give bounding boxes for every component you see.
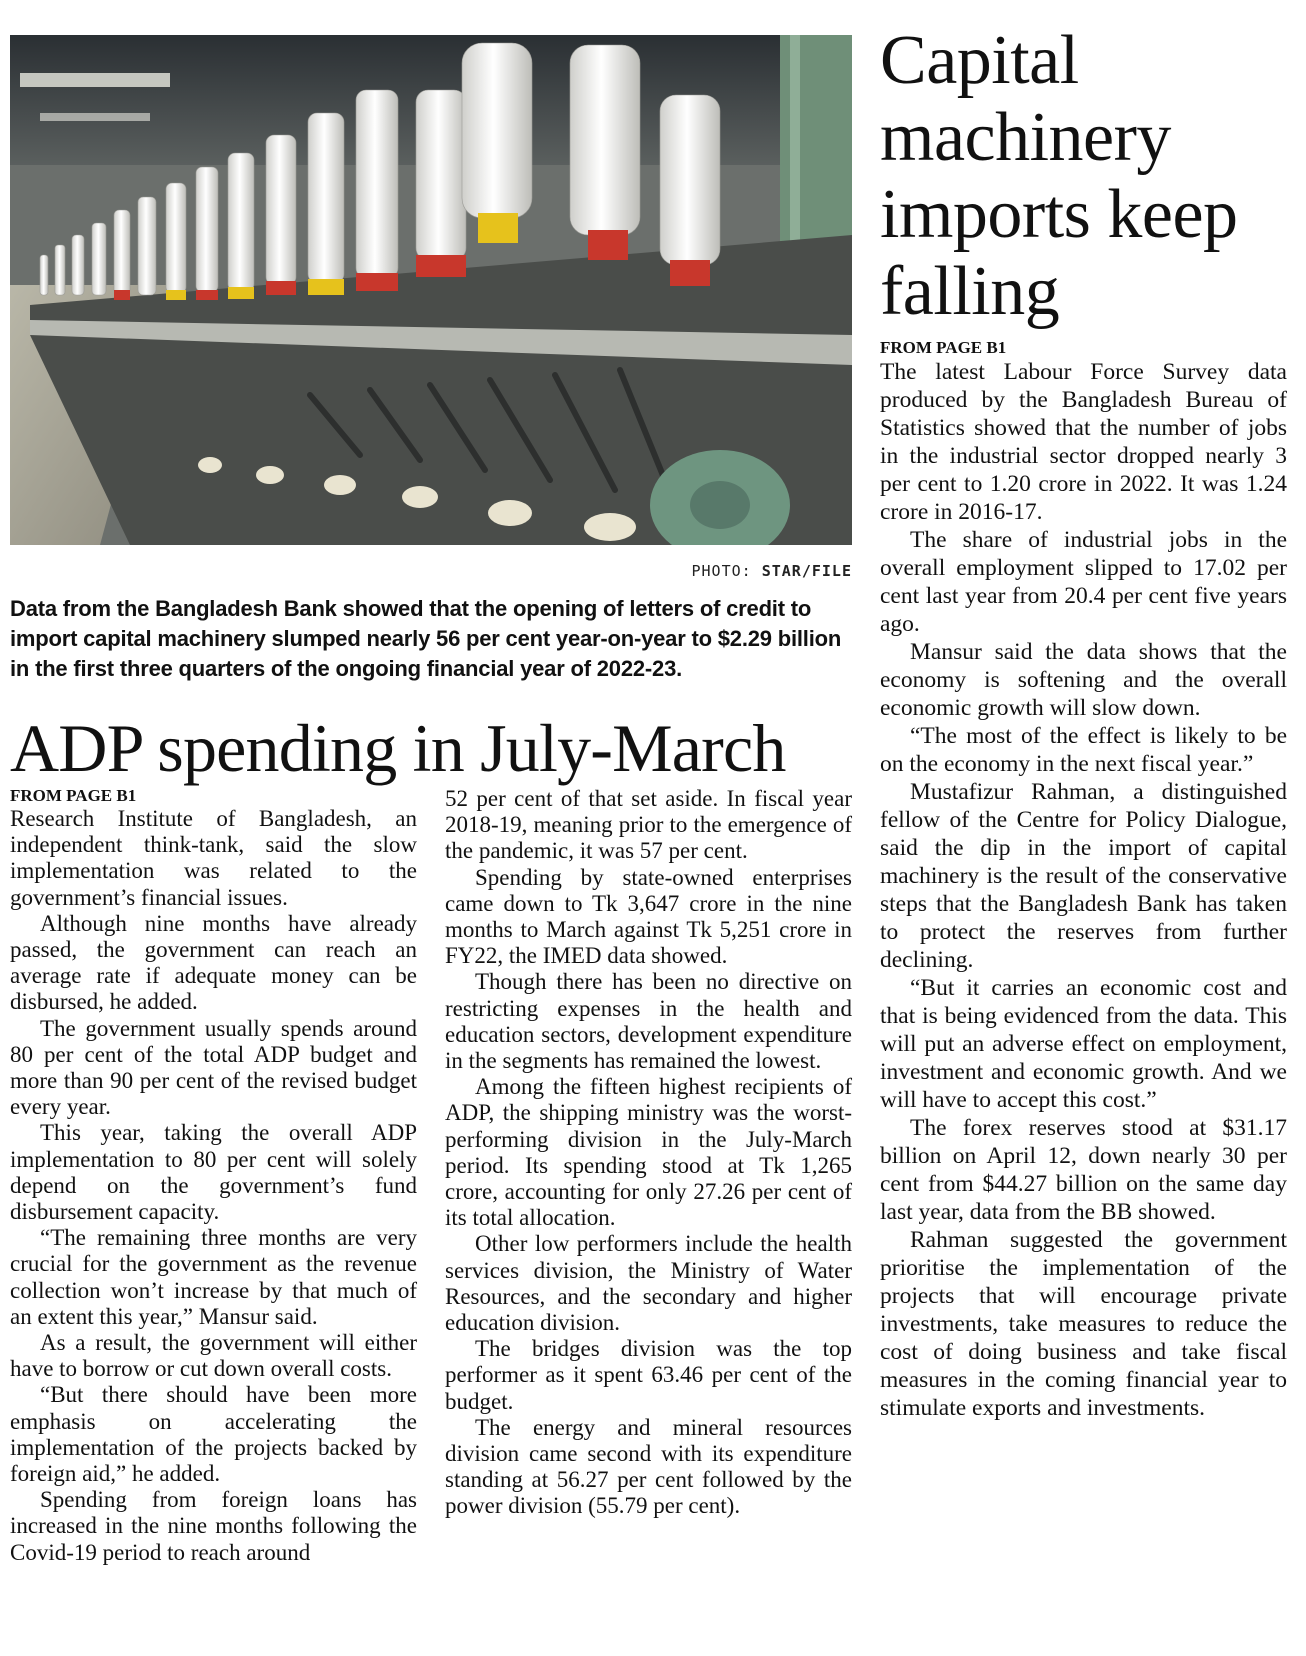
- photo-credit-prefix: PHOTO:: [691, 562, 762, 580]
- spinning-mill-photo: [10, 35, 852, 545]
- adp-paragraph: Although nine months have already passed, the government can reach an average rate if adequate money can be disbursed, he added.: [10, 910, 417, 1015]
- capital-paragraph: The share of industrial jobs in the overall employment slipped to 17.02 per cent last year from 20.4 per cent five years ago.: [880, 527, 1287, 637]
- adp-paragraph: “The remaining three months are very crucial for the government as the revenue collection won’t increase by that much of an extent this year,” Mansur said.: [10, 1225, 417, 1329]
- capital-jump-line: FROM PAGE B1: [880, 338, 1007, 357]
- adp-paragraph: Spending by state-owned enterprises came down to Tk 3,647 crore in the nine months to March against Tk 5,251 crore in FY22, the IMED data showed.: [445, 864, 852, 969]
- capital-paragraph: The forex reserves stood at $31.17 billion on April 12, down nearly 30 per cent from $44.27 billion on the same day last year, data from the BB showed.: [880, 1115, 1287, 1225]
- adp-paragraph: Though there has been no directive on restricting expenses in the health and education sectors, development expenditure in the segments has remained the lowest.: [445, 969, 852, 1074]
- photo-credit-source: STAR/FILE: [761, 562, 852, 580]
- capital-paragraph: Mustafizur Rahman, a distinguished fellow of the Centre for Policy Dialogue, said the dip in the import of capital machinery is the result of the conservative steps that the Bangladesh Bank has taken to protect the reserves from further declining.: [880, 779, 1287, 973]
- capital-machinery-headline: Capital machinery imports keep falling: [880, 22, 1238, 330]
- capital-paragraph: “The most of the effect is likely to be on the economy in the next fiscal year.”: [880, 723, 1287, 777]
- adp-paragraph: The government usually spends around 80 per cent of the total ADP budget and more than 90 per cent of the revised budget every year.: [10, 1015, 417, 1120]
- adp-story-column-1: [10, 786, 417, 1566]
- adp-headline: ADP spending in July-March: [10, 710, 786, 786]
- adp-paragraph: The bridges division was the top performer as it spent 63.46 per cent of the budget.: [445, 1336, 852, 1414]
- adp-paragraph: As a result, the government will either have to borrow or cut down overall costs.: [10, 1330, 417, 1382]
- adp-story-column-2: [445, 786, 852, 1520]
- adp-paragraph: “But there should have been more emphasis on accelerating the implementation of the projects backed by foreign aid,” he added.: [10, 1382, 417, 1487]
- adp-paragraph: Research Institute of Bangladesh, an independent think-tank, said the slow implementation was related to the government’s financial issues.: [10, 806, 417, 910]
- adp-paragraph: This year, taking the overall ADP implementation to 80 per cent will solely depend on the government’s fund disbursement capacity.: [10, 1120, 417, 1225]
- photo-credit: [10, 562, 852, 580]
- adp-paragraph: Spending from foreign loans has increased in the nine months following the Covid-19 period to reach around: [10, 1487, 417, 1565]
- adp-paragraph: 52 per cent of that set aside. In fiscal year 2018-19, meaning prior to the emergence of the pandemic, it was 57 per cent.: [445, 786, 852, 864]
- capital-paragraph: “But it carries an economic cost and that is being evidenced from the data. This will put an adverse effect on employment, investment and economic growth. And we will have to accept this cost.”: [880, 975, 1287, 1113]
- capital-paragraph: Rahman suggested the government prioritise the implementation of the projects that will encourage private investments, take measures to reduce the cost of doing business and take fiscal measures in the coming financial year to stimulate exports and investments.: [880, 1227, 1287, 1421]
- capital-story-body: [880, 338, 1287, 1422]
- capital-paragraph: Mansur said the data shows that the economy is softening and the overall economic growth will slow down.: [880, 639, 1287, 721]
- capital-paragraph: The latest Labour Force Survey data produced by the Bangladesh Bureau of Statistics showed that the number of jobs in the industrial sector dropped nearly 3 per cent to 1.20 crore in 2022. It was 1.24 crore in 2016-17.: [880, 359, 1287, 525]
- photo-caption: Data from the Bangladesh Bank showed that the opening of letters of credit to import capital machinery slumped nearly 56 per cent year-on-year to $2.29 billion in the first three quarters of the ongoing financial year of 2022-23.: [10, 596, 842, 681]
- adp-paragraph: The energy and mineral resources division came second with its expenditure standing at 56.27 per cent followed by the power division (55.79 per cent).: [445, 1414, 852, 1519]
- adp-jump-line: FROM PAGE B1: [10, 786, 137, 805]
- adp-paragraph: Other low performers include the health services division, the Ministry of Water Resources, and the secondary and higher education division.: [445, 1231, 852, 1336]
- adp-paragraph: Among the fifteen highest recipients of ADP, the shipping ministry was the worst-performing division in the July-March period. Its spending stood at Tk 1,265 crore, accounting for only 27.26 per cent of its total allocation.: [445, 1074, 852, 1231]
